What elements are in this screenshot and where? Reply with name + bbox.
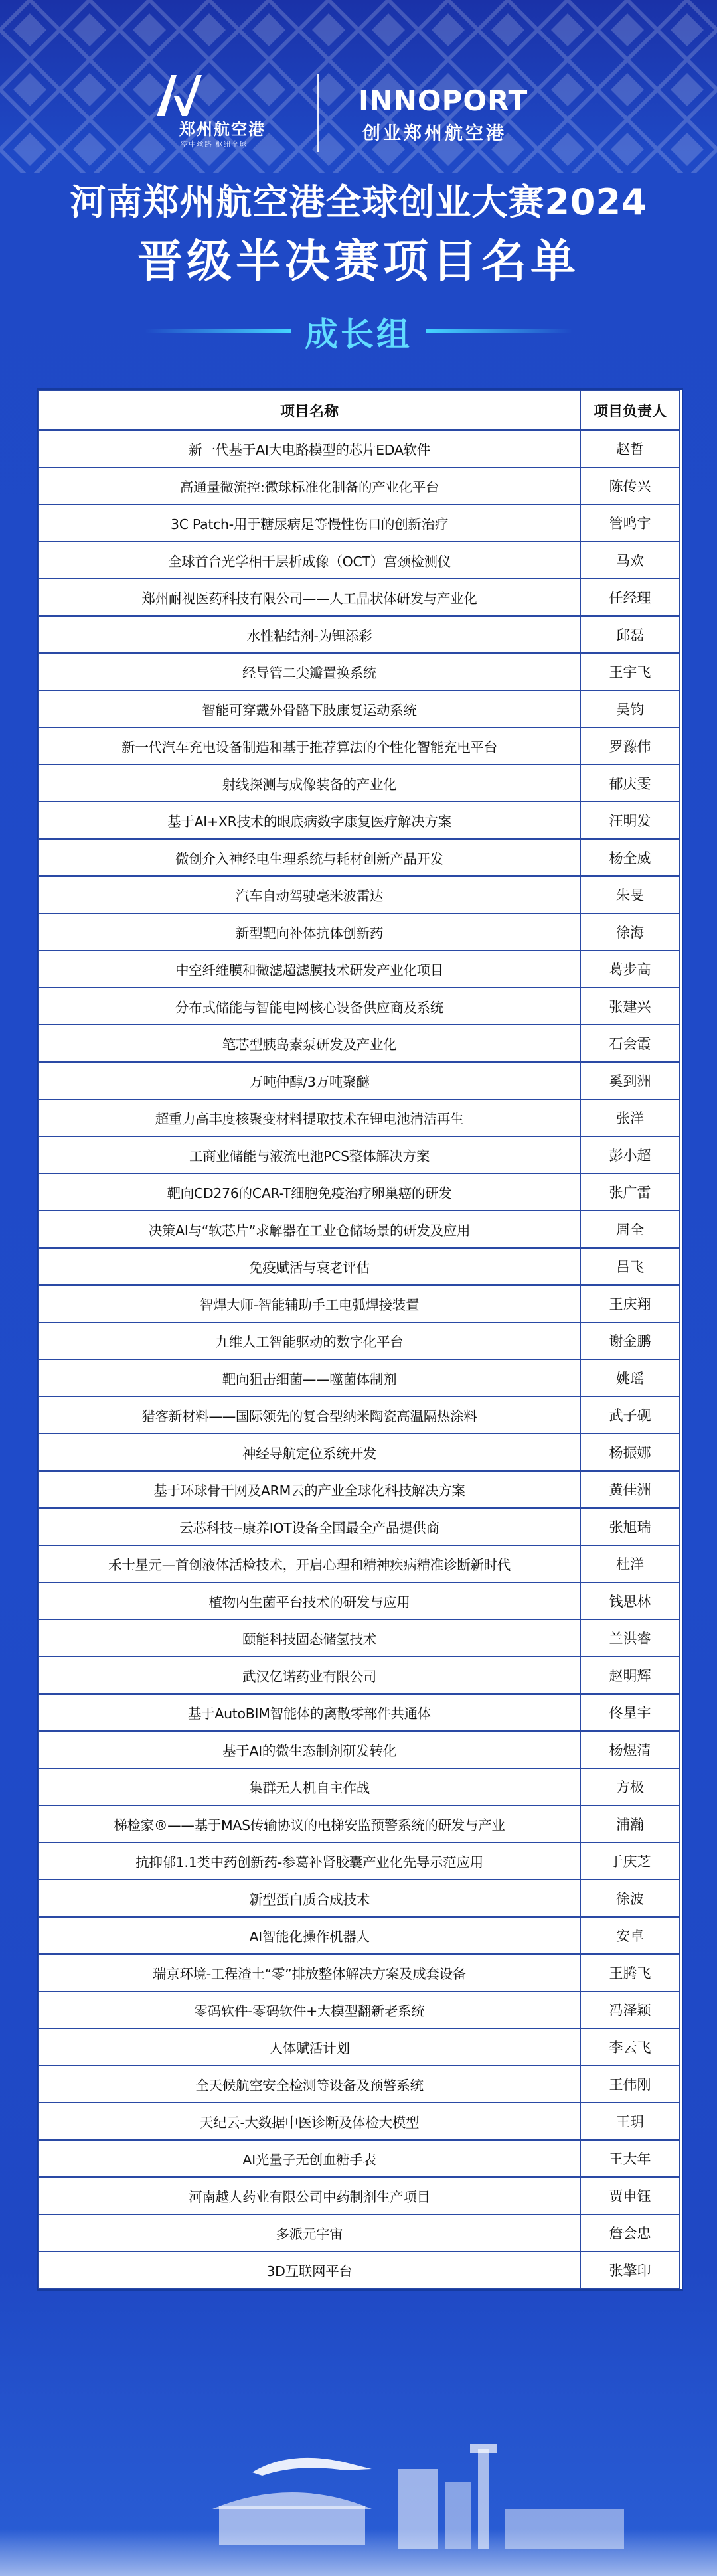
project-name-cell: 河南越人药业有限公司中药制剂生产项目	[39, 2177, 580, 2214]
table-row	[39, 839, 680, 876]
project-lead-cell: 钱思林	[580, 1582, 680, 1620]
project-name-cell: 梯检家®——基于MAS传输协议的电梯安监预警系统的研发与产业	[39, 1805, 580, 1843]
innoport-logo-slogan: 创业郑州航空港	[362, 123, 507, 144]
group-line-left	[145, 329, 291, 333]
project-lead-cell: 管鸣宇	[580, 504, 680, 542]
project-lead-cell: 兰洪睿	[580, 1620, 680, 1657]
project-lead-cell: 谢金鹏	[580, 1322, 680, 1359]
project-lead-cell: 汪明发	[580, 802, 680, 839]
project-name-cell: 瑞京环境-工程渣土“零”排放整体解决方案及成套设备	[39, 1954, 580, 1991]
project-name-cell: 人体赋活计划	[39, 2028, 580, 2066]
project-lead-cell: 张广雷	[580, 1174, 680, 1211]
table-row	[39, 802, 680, 839]
project-table	[37, 388, 683, 2291]
project-lead-cell: 杨全威	[580, 839, 680, 876]
table-row	[39, 1657, 680, 1694]
project-lead-cell: 王伟刚	[580, 2066, 680, 2103]
project-lead-cell: 奚到洲	[580, 1062, 680, 1099]
project-lead-cell: 陈传兴	[580, 467, 680, 504]
table-row	[39, 430, 680, 467]
table-row	[39, 1508, 680, 1545]
project-lead-cell: 吕飞	[580, 1248, 680, 1285]
table-row	[39, 1359, 680, 1397]
project-name-cell: 射线探测与成像装备的产业化	[39, 765, 580, 802]
project-name-cell: 神经导航定位系统开发	[39, 1434, 580, 1471]
project-name-cell: 九维人工智能驱动的数字化平台	[39, 1322, 580, 1359]
table-row	[39, 1397, 680, 1434]
project-name-cell: 全天候航空安全检测等设备及预警系统	[39, 2066, 580, 2103]
project-name-cell: 决策AI与“软芯片”求解器在工业仓储场景的研发及应用	[39, 1211, 580, 1248]
table-row	[39, 1062, 680, 1099]
table-row	[39, 1694, 680, 1731]
project-name-cell: 多派元宇宙	[39, 2214, 580, 2251]
table-header-row	[39, 390, 680, 430]
project-name-cell: 经导管二尖瓣置换系统	[39, 653, 580, 690]
table-row	[39, 1285, 680, 1322]
table-row	[39, 2251, 680, 2289]
project-lead-cell: 张洋	[580, 1099, 680, 1136]
project-lead-cell: 郁庆雯	[580, 765, 680, 802]
project-name-cell: 基于AutoBIM智能体的离散零部件共通体	[39, 1694, 580, 1731]
project-name-cell: 植物内生菌平台技术的研发与应用	[39, 1582, 580, 1620]
project-lead-cell: 石会霞	[580, 1025, 680, 1062]
project-name-cell: 抗抑郁1.1类中药创新药-参葛补肾胶囊产业化先导示范应用	[39, 1843, 580, 1880]
table-row	[39, 1620, 680, 1657]
project-lead-cell: 詹会忠	[580, 2214, 680, 2251]
table-row	[39, 1099, 680, 1136]
project-lead-cell: 贾申钰	[580, 2177, 680, 2214]
project-lead-cell: 佟星宇	[580, 1694, 680, 1731]
project-name-cell: 全球首台光学相干层析成像（OCT）宫颈检测仪	[39, 542, 580, 579]
table-row	[39, 2214, 680, 2251]
table-row	[39, 876, 680, 913]
project-lead-cell: 赵哲	[580, 430, 680, 467]
airport-logo-slogan: 空中丝路 枢纽全球	[181, 140, 248, 149]
table-row	[39, 1880, 680, 1917]
table-row	[39, 913, 680, 950]
airport-logo-name: 郑州航空港	[179, 120, 266, 139]
project-lead-cell: 徐波	[580, 1880, 680, 1917]
header-project-lead: 项目负责人	[580, 390, 680, 430]
project-name-cell: 新一代基于AI大电路模型的芯片EDA软件	[39, 430, 580, 467]
project-lead-cell: 杜洋	[580, 1545, 680, 1582]
group-heading	[0, 305, 717, 352]
project-name-cell: 笔芯型胰岛素泵研发及产业化	[39, 1025, 580, 1062]
table-row	[39, 1025, 680, 1062]
project-lead-cell: 张旭瑞	[580, 1508, 680, 1545]
project-name-cell: 高通量微流控:微球标准化制备的产业化平台	[39, 467, 580, 504]
project-lead-cell: 杨煜清	[580, 1731, 680, 1768]
project-name-cell: 靶向CD276的CAR-T细胞免疫治疗卵巢癌的研发	[39, 1174, 580, 1211]
table-row	[39, 1471, 680, 1508]
project-lead-cell: 王宇飞	[580, 653, 680, 690]
table-row	[39, 950, 680, 988]
table-row	[39, 616, 680, 653]
table-row	[39, 2028, 680, 2066]
project-lead-cell: 李云飞	[580, 2028, 680, 2066]
project-lead-cell: 马欢	[580, 542, 680, 579]
table-row	[39, 653, 680, 690]
table-row	[39, 1211, 680, 1248]
project-name-cell: 超重力高丰度核聚变材料提取技术在锂电池清洁再生	[39, 1099, 580, 1136]
table-row	[39, 1582, 680, 1620]
project-name-cell: 基于环球骨干网及ARM云的产业全球化科技解决方案	[39, 1471, 580, 1508]
project-lead-cell: 王大年	[580, 2140, 680, 2177]
header-project-name: 项目名称	[39, 390, 580, 430]
project-lead-cell: 张建兴	[580, 988, 680, 1025]
table-row	[39, 467, 680, 504]
project-lead-cell: 徐海	[580, 913, 680, 950]
project-lead-cell: 邱磊	[580, 616, 680, 653]
table-row	[39, 1768, 680, 1805]
table-row	[39, 988, 680, 1025]
project-lead-cell: 王玥	[580, 2103, 680, 2140]
table-row	[39, 1322, 680, 1359]
project-lead-cell: 杨振娜	[580, 1434, 680, 1471]
project-lead-cell: 王腾飞	[580, 1954, 680, 1991]
project-name-cell: 靶向狙击细菌——噬菌体制剂	[39, 1359, 580, 1397]
table-row	[39, 1174, 680, 1211]
project-lead-cell: 安卓	[580, 1917, 680, 1954]
project-lead-cell: 武子砚	[580, 1397, 680, 1434]
table-row	[39, 504, 680, 542]
table-row	[39, 1917, 680, 1954]
project-name-cell: 郑州耐视医药科技有限公司——人工晶状体研发与产业化	[39, 579, 580, 616]
project-lead-cell: 黄佳洲	[580, 1471, 680, 1508]
innoport-logo-name: INNOPORT	[358, 84, 528, 117]
project-name-cell: 颐能科技固态储氢技术	[39, 1620, 580, 1657]
project-name-cell: 零码软件-零码软件+大模型翻新老系统	[39, 1991, 580, 2028]
project-name-cell: 集群无人机自主作战	[39, 1768, 580, 1805]
project-name-cell: 免疫赋活与衰老评估	[39, 1248, 580, 1285]
page-subtitle: 晋级半决赛项目名单	[137, 236, 580, 288]
project-lead-cell: 周全	[580, 1211, 680, 1248]
project-name-cell: 天纪云-大数据中医诊断及体检大模型	[39, 2103, 580, 2140]
project-name-cell: 万吨仲醇/3万吨聚醚	[39, 1062, 580, 1099]
project-lead-cell: 张擎印	[580, 2251, 680, 2289]
project-name-cell: 3C Patch-用于糖尿病足等慢性伤口的创新治疗	[39, 504, 580, 542]
project-name-cell: 武汉亿诺药业有限公司	[39, 1657, 580, 1694]
project-name-cell: 新型蛋白质合成技术	[39, 1880, 580, 1917]
project-name-cell: 新型靶向补体抗体创新药	[39, 913, 580, 950]
project-lead-cell: 彭小超	[580, 1136, 680, 1174]
logo-divider	[317, 74, 319, 152]
project-name-cell: AI光量子无创血糖手表	[39, 2140, 580, 2177]
project-name-cell: 微创介入神经电生理系统与耗材创新产品开发	[39, 839, 580, 876]
project-lead-cell: 姚瑶	[580, 1359, 680, 1397]
project-lead-cell: 赵明辉	[580, 1657, 680, 1694]
project-lead-cell: 吴钧	[580, 690, 680, 727]
table-row	[39, 1248, 680, 1285]
table-body	[39, 430, 680, 2289]
project-lead-cell: 浦瀚	[580, 1805, 680, 1843]
table-row	[39, 542, 680, 579]
page-title: 河南郑州航空港全球创业大赛2024	[70, 181, 647, 223]
table-row	[39, 2066, 680, 2103]
project-lead-cell: 冯泽颖	[580, 1991, 680, 2028]
project-name-cell: 猎客新材料——国际领先的复合型纳米陶瓷高温隔热涂料	[39, 1397, 580, 1434]
project-name-cell: 智能可穿戴外骨骼下肢康复运动系统	[39, 690, 580, 727]
table-row	[39, 727, 680, 765]
project-name-cell: 基于AI+XR技术的眼底病数字康复医疗解决方案	[39, 802, 580, 839]
table-row	[39, 1136, 680, 1174]
project-lead-cell: 罗豫伟	[580, 727, 680, 765]
table-row	[39, 2177, 680, 2214]
project-name-cell: 工商业储能与液流电池PCS整体解决方案	[39, 1136, 580, 1174]
project-lead-cell: 任经理	[580, 579, 680, 616]
group-line-right	[426, 329, 572, 333]
table-row	[39, 1843, 680, 1880]
header-logos	[0, 70, 717, 156]
table-row	[39, 2103, 680, 2140]
project-name-cell: 云芯科技--康养IOT设备全国最全产品提供商	[39, 1508, 580, 1545]
table-row	[39, 1731, 680, 1768]
project-lead-cell: 方极	[580, 1768, 680, 1805]
project-lead-cell: 于庆芝	[580, 1843, 680, 1880]
project-name-cell: 基于AI的微生态制剂研发转化	[39, 1731, 580, 1768]
table-row	[39, 1434, 680, 1471]
project-name-cell: 3D互联网平台	[39, 2251, 580, 2289]
project-name-cell: 汽车自动驾驶毫米波雷达	[39, 876, 580, 913]
table-row	[39, 690, 680, 727]
project-name-cell: AI智能化操作机器人	[39, 1917, 580, 1954]
table-row	[39, 1954, 680, 1991]
airport-logo-icon	[151, 70, 204, 123]
project-name-cell: 水性粘结剂-为锂添彩	[39, 616, 580, 653]
table-row	[39, 1805, 680, 1843]
project-name-cell: 中空纤维膜和微滤超滤膜技术研发产业化项目	[39, 950, 580, 988]
project-lead-cell: 朱旻	[580, 876, 680, 913]
airport-skyline-illustration	[0, 2370, 717, 2576]
group-label: 成长组	[305, 315, 412, 354]
table-row	[39, 1545, 680, 1582]
project-lead-cell: 王庆翔	[580, 1285, 680, 1322]
project-name-cell: 禾士星元—首创液体活检技术，开启心理和精神疾病精准诊断新时代	[39, 1545, 580, 1582]
project-name-cell: 智焊大师-智能辅助手工电弧焊接装置	[39, 1285, 580, 1322]
table-row	[39, 765, 680, 802]
project-name-cell: 新一代汽车充电设备制造和基于推荐算法的个性化智能充电平台	[39, 727, 580, 765]
project-lead-cell: 葛步高	[580, 950, 680, 988]
table-row	[39, 2140, 680, 2177]
project-name-cell: 分布式储能与智能电网核心设备供应商及系统	[39, 988, 580, 1025]
table-row	[39, 579, 680, 616]
table-row	[39, 1991, 680, 2028]
